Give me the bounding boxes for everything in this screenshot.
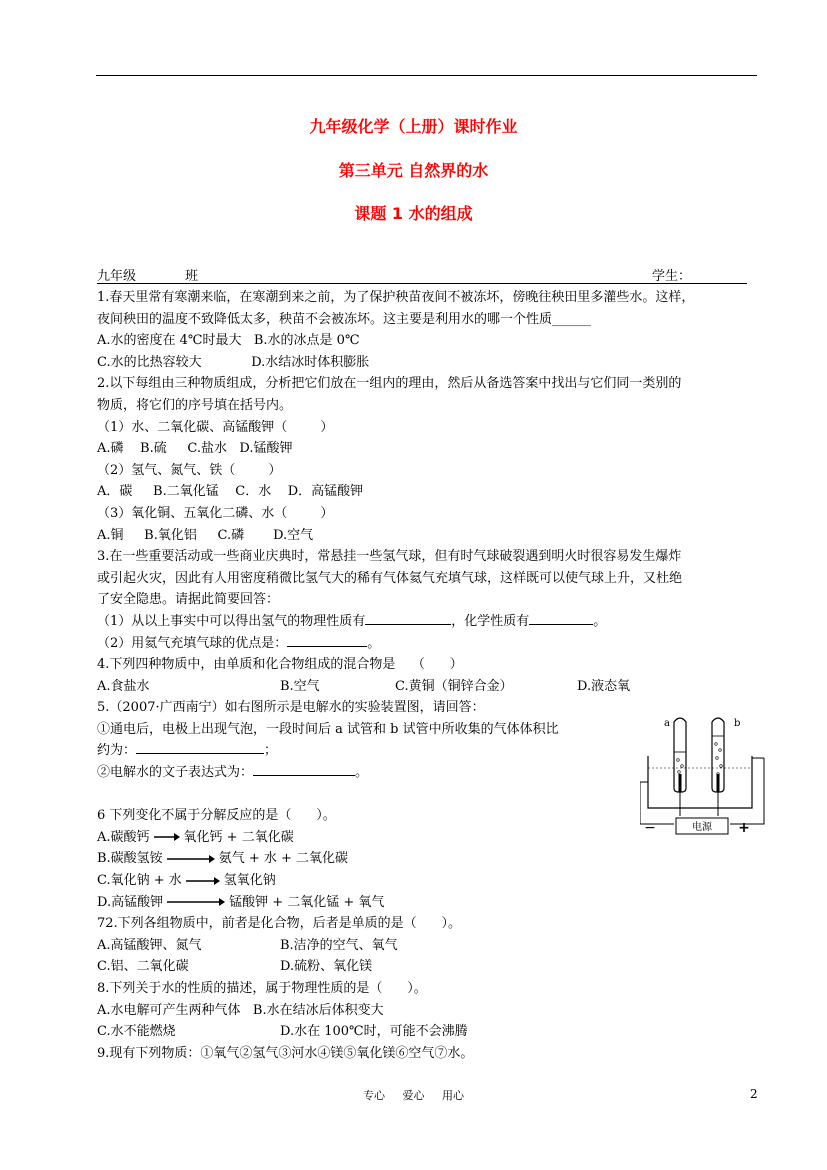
question-6-option-b bbox=[97, 848, 757, 870]
question-2-sub-3: （3）氧化铜、五氧化二磷、水（ ） bbox=[97, 505, 334, 521]
question-3-sub-1-end: 。 bbox=[593, 613, 607, 629]
question-3-sub-1 bbox=[97, 611, 757, 633]
question-6: 6 下列变化不属于分解反应的是（ ）。 bbox=[97, 808, 336, 824]
question-4-option-b: B.空气 bbox=[280, 678, 320, 694]
question-5-sub-2-text: ②电解水的文子表达式为： bbox=[97, 765, 254, 781]
footer-motto: 专心 爱心 用心 bbox=[363, 1089, 464, 1102]
question-2-sub-1: （1）水、二氧化碳、高锰酸钾（ ） bbox=[97, 419, 334, 435]
student-label: 学生： bbox=[652, 269, 692, 284]
question-6-d-products: 锰酸钾 + 二氧化锰 + 氧气 bbox=[229, 894, 385, 910]
unit-title: 第三单元 自然界的水 bbox=[338, 161, 489, 180]
header-rule bbox=[96, 75, 757, 76]
question-3-sub-2-end: 。 bbox=[367, 635, 381, 651]
question-2-sub-3-options: A.铜 B.氧化铝 C.磷 D.空气 bbox=[97, 527, 314, 543]
question-8-options-ab: A.水电解可产生两种气体 B.水在结冰后体积变大 bbox=[97, 1002, 384, 1018]
question-5-sub-2-end: 。 bbox=[355, 765, 369, 781]
question-3-sub-1-text: （1）从以上事实中可以得出氢气的物理性质有 bbox=[97, 613, 366, 629]
electrolysis-apparatus-figure bbox=[640, 712, 770, 836]
page-title: 九年级化学（上册）课时作业 bbox=[309, 117, 518, 136]
minus-terminal-label: − bbox=[644, 820, 656, 836]
class-info-line bbox=[97, 265, 747, 284]
question-6-option-c bbox=[97, 870, 757, 892]
question-4-option-a: A.食盐水 bbox=[97, 678, 150, 694]
question-7-options-cd bbox=[97, 956, 757, 978]
page-number: 2 bbox=[750, 1087, 758, 1101]
question-6-a-products: 氧化钙 + 二氧化碳 bbox=[183, 829, 294, 845]
question-3-sub-2-text: （2）用氦气充填气球的优点是： bbox=[97, 635, 288, 651]
question-9: 9.现有下列物质：①氧气②氢气③河水④镁⑤氧化镁⑥空气⑦水。 bbox=[97, 1045, 474, 1061]
tube-a-label: a bbox=[664, 718, 670, 729]
question-7-option-b: B.洁净的空气、氧气 bbox=[280, 937, 398, 953]
tube-b-label: b bbox=[734, 718, 741, 729]
question-6-b-products: 氨气 + 水 + 二氧化碳 bbox=[218, 851, 349, 867]
reaction-arrow-icon bbox=[154, 833, 180, 841]
reaction-arrow-icon bbox=[167, 898, 225, 906]
answer-blank-equation[interactable] bbox=[253, 762, 355, 776]
question-4-option-d: D.液态氧 bbox=[577, 678, 631, 694]
question-5: 5.（2007·广西南宁）如右图所示是电解水的实验装置图，请回答： bbox=[97, 700, 485, 716]
question-6-c-reactants: C.氧化钠 + 水 bbox=[97, 873, 182, 889]
question-7-option-d: D.硫粉、氧化镁 bbox=[280, 959, 373, 975]
question-2-line-1: 2.以下每组由三种物质组成，分析把它们放在一组内的理由，然后从备选答案中找出与它们同一类别的 bbox=[97, 376, 682, 392]
question-4-options bbox=[97, 676, 757, 698]
question-3-line-2: 或引起火灾，因此有人用密度稍微比氢气大的稀有气体氦气充填气球，这样既可以使气球上升，又杜绝 bbox=[97, 570, 683, 586]
power-label: 电源 bbox=[692, 822, 712, 833]
question-7: 72.下列各组物质中，前者是化合物，后者是单质的是（ ）。 bbox=[97, 916, 461, 932]
question-5-sub-1-line-1: ①通电后，电极上出现气泡，一段时间后 a 试管和 b 试管中所收集的气体体积比 bbox=[97, 721, 559, 737]
question-8: 8.下列关于水的性质的描述，属于物理性质的是（ ）。 bbox=[97, 981, 427, 996]
question-1-options-cd: C.水的比热容较大 D.水结冰时体积膨胀 bbox=[97, 354, 370, 370]
lesson-title: 课题 1 水的组成 bbox=[354, 204, 473, 223]
question-7-option-c: C.铝、二氧化碳 bbox=[97, 959, 189, 975]
question-3-line-1: 3.在一些重要活动或一些商业庆典时，常悬挂一些氢气球，但有时气球破裂遇到明火时很容易发生爆炸 bbox=[97, 549, 682, 565]
question-7-option-a: A.高锰酸钾、氮气 bbox=[97, 937, 202, 953]
question-7-options-ab bbox=[97, 935, 757, 957]
question-3-line-3: 了安全隐患。请据此简要回答： bbox=[97, 592, 280, 608]
answer-blank-chemical[interactable] bbox=[529, 611, 593, 625]
question-2-line-2: 物质，将它们的序号填在括号内。 bbox=[97, 397, 293, 413]
question-8-options-cd bbox=[97, 1021, 757, 1043]
answer-blank-volume-ratio[interactable] bbox=[136, 740, 264, 754]
question-3-sub-1-text-2: ，化学性质有 bbox=[451, 613, 530, 629]
question-5-sub-1-text: 约为： bbox=[97, 743, 137, 759]
worksheet-content bbox=[97, 287, 757, 1064]
question-8-option-d: D.水在 100℃时，可能不会沸腾 bbox=[280, 1024, 468, 1040]
answer-blank-physical[interactable] bbox=[365, 611, 451, 625]
question-5-sub-1-end: ； bbox=[264, 743, 278, 759]
plus-terminal-label: + bbox=[738, 820, 750, 836]
question-8-option-c: C.水不能燃烧 bbox=[97, 1024, 176, 1040]
reaction-arrow-icon bbox=[186, 877, 220, 885]
question-6-a-reactant: A.碳酸钙 bbox=[97, 829, 150, 845]
question-4-option-c: C.黄铜（铜锌合金） bbox=[395, 678, 513, 694]
question-2-sub-2-options: A．碳 B.二氧化锰 C．水 D．高锰酸钾 bbox=[97, 484, 364, 500]
question-4: 4.下列四种物质中，由单质和化合物组成的混合物是 （ ） bbox=[97, 657, 463, 673]
question-1-line-1: 1.春天里常有寒潮来临，在寒潮到来之前，为了保护秧苗夜间不被冻坏，傍晚往秧田里多灌些水。这样， bbox=[97, 290, 695, 305]
question-1-line-2: 夜间秧田的温度不致降低太多，秧苗不会被冻坏。这主要是利用水的哪一个性质______ bbox=[97, 311, 592, 327]
class-label: 班 bbox=[185, 269, 199, 284]
question-6-b-reactant: B.碳酸氢铵 bbox=[97, 851, 163, 867]
grade-label: 九年级 bbox=[97, 269, 137, 284]
answer-blank-advantage[interactable] bbox=[287, 633, 367, 647]
question-6-c-product: 氢氧化钠 bbox=[223, 873, 276, 889]
question-6-d-reactant: D.高锰酸钾 bbox=[97, 894, 164, 910]
reaction-arrow-icon bbox=[167, 855, 215, 863]
question-3-sub-2 bbox=[97, 633, 757, 655]
question-2-sub-1-options: A.磷 B.硫 C.盐水 D.锰酸钾 bbox=[97, 441, 293, 457]
question-2-sub-2: （2）氢气、氮气、铁（ ） bbox=[97, 462, 282, 478]
question-1-options-ab: A.水的密度在 4℃时最大 B.水的冰点是 0℃ bbox=[97, 333, 360, 349]
question-6-option-d bbox=[97, 892, 757, 914]
